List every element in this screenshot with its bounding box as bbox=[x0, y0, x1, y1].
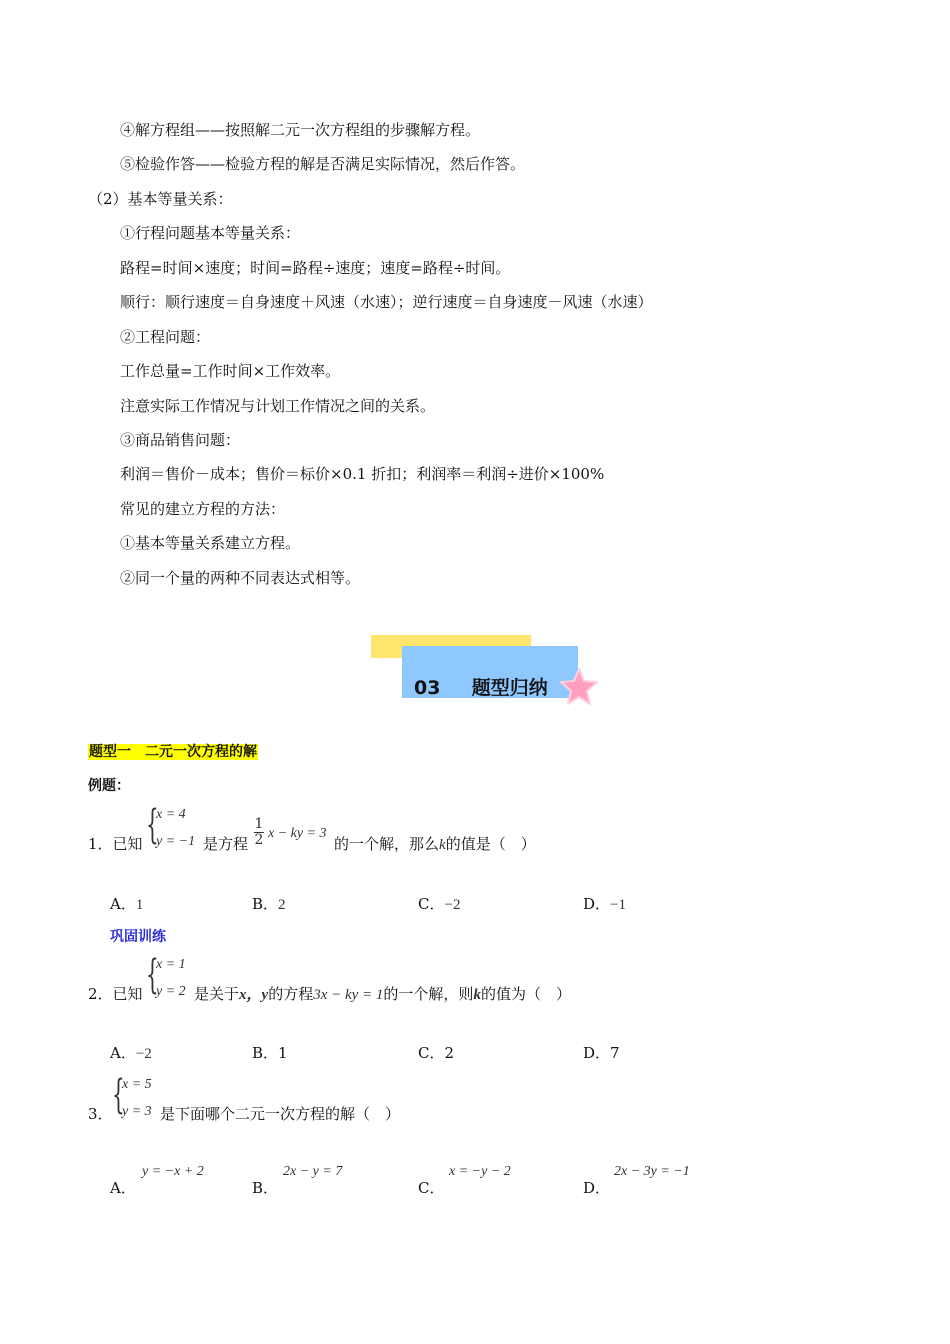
q1-option-b[interactable]: B．2 bbox=[252, 895, 286, 913]
q1-number: 1．已知 bbox=[88, 835, 143, 853]
step4-text: ④解方程组——按照解二元一次方程组的步骤解方程。 bbox=[120, 121, 481, 139]
brace-icon: { bbox=[146, 802, 159, 848]
section-title: 题型归纳 bbox=[471, 677, 548, 699]
q1-frac-denominator: 2 bbox=[254, 832, 264, 848]
q1-sys-line1: x = 4 bbox=[156, 807, 186, 822]
section-banner-title bbox=[414, 673, 548, 700]
q2-option-a[interactable]: A．−2 bbox=[110, 1044, 152, 1062]
work-note: 注意实际工作情况与计划工作情况之间的关系。 bbox=[120, 397, 436, 415]
q2-option-b[interactable]: B．1 bbox=[252, 1044, 288, 1062]
step5-text: ⑤检验作答——检验方程的解是否满足实际情况，然后作答。 bbox=[120, 155, 526, 173]
travel-title: ①行程问题基本等量关系： bbox=[120, 224, 301, 242]
heading-basic-relations: （2）基本等量关系： bbox=[88, 190, 233, 208]
q1-text-end: 的一个解，那么k的值是（ ） bbox=[334, 835, 536, 853]
q3-stem: 是下面哪个二元一次方程的解（ ） bbox=[160, 1105, 401, 1123]
q2-option-d[interactable]: D．7 bbox=[583, 1044, 620, 1062]
q3-option-c-value: x = −y − 2 bbox=[449, 1164, 511, 1179]
q1-text-mid: 是方程 bbox=[203, 835, 249, 853]
travel-wind-formula: 顺行：顺行速度＝自身速度＋风速（水速）；逆行速度＝自身速度－风速（水速） bbox=[120, 293, 653, 311]
q2-option-c[interactable]: C．2 bbox=[418, 1044, 455, 1062]
q3-option-a-value: y = −x + 2 bbox=[142, 1164, 204, 1179]
practice-label: 巩固训练 bbox=[110, 929, 166, 945]
methods-title: 常见的建立方程的方法： bbox=[120, 500, 286, 518]
q2-number: 2．已知 bbox=[88, 985, 143, 1003]
q3-option-d-value: 2x − 3y = −1 bbox=[614, 1164, 690, 1179]
q2-sys-line1: x = 1 bbox=[156, 957, 186, 972]
q2-sys-line2: y = 2 bbox=[156, 984, 186, 999]
q1-stem bbox=[88, 834, 143, 854]
brace-icon: { bbox=[146, 952, 159, 998]
q1-frac-numerator: 1 bbox=[254, 816, 264, 832]
q1-sys-line2: y = −1 bbox=[156, 834, 196, 849]
travel-formula: 路程=时间×速度；时间=路程÷速度；速度=路程÷时间。 bbox=[120, 259, 511, 277]
star-icon bbox=[558, 667, 600, 707]
method-1: ①基本等量关系建立方程。 bbox=[120, 534, 301, 552]
q1-option-d[interactable]: D．−1 bbox=[583, 895, 626, 913]
example-label: 例题： bbox=[88, 778, 130, 794]
type1-title: 题型一 二元一次方程的解 bbox=[89, 744, 257, 760]
sales-title: ③商品销售问题： bbox=[120, 431, 241, 449]
method-2: ②同一个量的两种不同表达式相等。 bbox=[120, 569, 361, 587]
work-title: ②工程问题： bbox=[120, 328, 211, 346]
work-formula: 工作总量=工作时间×工作效率。 bbox=[120, 362, 341, 380]
q3-number: 3． bbox=[88, 1105, 113, 1123]
q3-sys-line1: x = 5 bbox=[122, 1077, 152, 1092]
q1-option-a[interactable]: A．1 bbox=[110, 895, 144, 913]
q3-option-b-value: 2x − y = 7 bbox=[283, 1164, 343, 1179]
q2-stem: 是关于x，y的方程3x − ky = 1的一个解，则k的值为（ ） bbox=[194, 985, 571, 1003]
q3-option-d[interactable]: D． bbox=[583, 1179, 611, 1197]
q1-fraction bbox=[254, 817, 264, 848]
section-number: 03 bbox=[414, 677, 441, 699]
q1-option-c[interactable]: C．−2 bbox=[418, 895, 461, 913]
q1-equation: x − ky = 3 bbox=[268, 826, 327, 841]
q3-option-b[interactable]: B． bbox=[252, 1179, 279, 1197]
sales-formula: 利润＝售价－成本；售价＝标价×0.1 折扣；利润率＝利润÷进价×100% bbox=[120, 465, 605, 483]
brace-icon: { bbox=[112, 1072, 125, 1118]
q3-option-c[interactable]: C． bbox=[418, 1179, 445, 1197]
q3-option-a[interactable]: A． bbox=[110, 1179, 136, 1197]
q3-sys-line2: y = 3 bbox=[122, 1104, 152, 1119]
